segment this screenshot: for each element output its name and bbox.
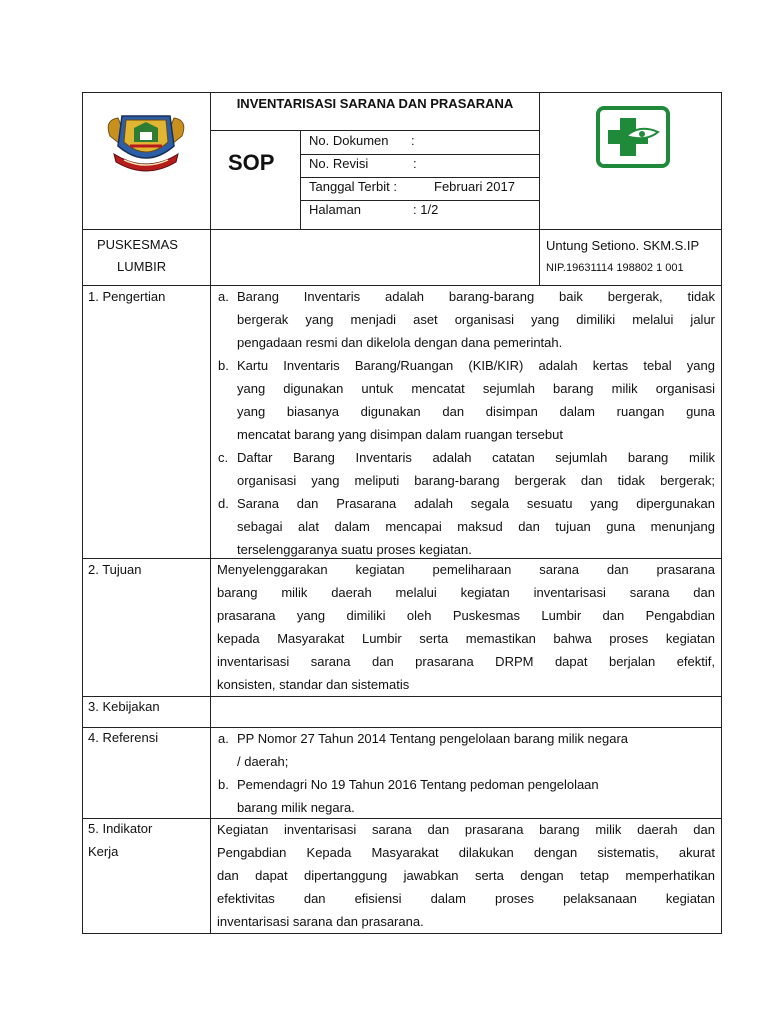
org-name-line2: LUMBIR <box>117 259 167 274</box>
paragraph-line: prasarana yang dimiliki oleh Puskesmas Lumbir dan Pengabdian <box>217 608 715 623</box>
list-line: terselenggaranya suatu proses kegiatan. <box>237 542 472 557</box>
table-border-sign-left <box>539 229 540 286</box>
paragraph-line: barang milik daerah melalui kegiatan inventarisasi sarana dan <box>217 585 715 600</box>
signer-name: Untung Setiono. SKM.S.IP <box>546 238 700 253</box>
paragraph-line: inventarisasi sarana dan prasarana. <box>217 914 424 929</box>
list-line: yang digunakan untuk mencatat sejumlah barang milik organisasi <box>237 381 715 396</box>
table-border-top <box>82 92 722 93</box>
list-marker: b. <box>218 358 229 373</box>
doc-field-divider-3 <box>300 200 540 201</box>
doc-field-divider-2 <box>300 177 540 178</box>
paragraph-line: Menyelenggarakan kegiatan pemeliharaan sarana dan prasarana <box>217 562 715 577</box>
paragraph-line: dan dapat dipertanggung jawabkan serta dengan tetap memperhatikan <box>217 868 715 883</box>
list-line: sebagai alat dalam mencapai maksud dan tujuan guna menunjang <box>237 519 715 534</box>
table-border-header-bottom <box>82 229 722 230</box>
page-value: : 1/2 <box>413 202 439 217</box>
issue-date-label: Tanggal Terbit : <box>309 179 397 194</box>
page-label: Halaman <box>309 202 362 217</box>
list-line: yang biasanya digunakan dan disimpan dalam ruangan guna <box>237 404 715 419</box>
table-border-sop-right <box>300 130 301 230</box>
list-line: Barang Inventaris adalah barang-barang baik bergerak, tidak <box>237 289 715 304</box>
doc-number-value: : <box>411 133 415 148</box>
list-line: pengadaan resmi dan dikelola dengan dana pemerintah. <box>237 335 563 350</box>
section-label-tujuan: 2. Tujuan <box>88 562 142 577</box>
section-label-kebijakan: 3. Kebijakan <box>88 699 160 714</box>
list-line: barang milik negara. <box>237 800 355 815</box>
list-marker: c. <box>218 450 229 465</box>
table-border-left <box>82 92 83 934</box>
paragraph-line: konsisten, standar dan sistematis <box>217 677 410 692</box>
table-border-row2-bottom <box>82 696 722 697</box>
table-border-right <box>721 92 722 934</box>
sop-label: SOP <box>228 150 275 175</box>
list-line: / daerah; <box>237 754 289 769</box>
list-line: PP Nomor 27 Tahun 2014 Tentang pengelolaan barang milik negara <box>237 731 629 746</box>
table-border-logo-right <box>539 92 540 230</box>
section-label-referensi: 4. Referensi <box>88 730 159 745</box>
list-marker: b. <box>218 777 229 792</box>
paragraph-line: Pengabdian Kepada Masyarakat dilakukan dengan sistematis, akurat <box>217 845 715 860</box>
puskesmas-logo <box>596 106 670 168</box>
revision-value: : <box>413 156 417 171</box>
list-line: Pemendagri No 19 Tahun 2016 Tentang pedoman pengelolaan <box>237 777 599 792</box>
header-title-divider <box>210 130 540 131</box>
list-line: organisasi yang meliputi barang-barang bergerak dan tidak bergerak; <box>237 473 715 488</box>
list-marker: a. <box>218 289 229 304</box>
list-line: Kartu Inventaris Barang/Ruangan (KIB/KIR) adalah kertas tebal yang <box>237 358 715 373</box>
document-title: INVENTARISASI SARANA DAN PRASARANA <box>236 96 514 111</box>
table-border-bottom <box>82 933 722 934</box>
paragraph-line: kepada Masyarakat Lumbir serta memastikan bahwa proses kegiatan <box>217 631 715 646</box>
list-line: mencatat barang yang disimpan dalam ruangan tersebut <box>237 427 563 442</box>
paragraph-line: inventarisasi sarana dan prasarana DRPM dapat berjalan efektif, <box>217 654 715 669</box>
section-label-indikator-line1: 5. Indikator <box>88 821 153 836</box>
revision-label: No. Revisi <box>309 156 369 171</box>
paragraph-line: Kegiatan inventarisasi sarana dan prasarana barang milik daerah dan <box>217 822 715 837</box>
list-marker: a. <box>218 731 229 746</box>
doc-field-divider-1 <box>300 154 540 155</box>
section-label-pengertian: 1. Pengertian <box>88 289 166 304</box>
doc-number-label: No. Dokumen <box>309 133 389 148</box>
signer-nip: NIP.19631114 198802 1 001 <box>546 262 684 274</box>
regency-emblem-logo <box>100 108 192 178</box>
table-border-label-col <box>210 92 211 934</box>
list-line: Sarana dan Prasarana adalah segala sesuatu yang dipergunakan <box>237 496 715 511</box>
org-name-line1: PUSKESMAS <box>97 237 178 252</box>
issue-date-value: Februari 2017 <box>434 179 515 194</box>
list-line: bergerak yang menjadi aset organisasi yang dimiliki melalui jalur <box>237 312 715 327</box>
section-label-indikator-line2: Kerja <box>88 844 119 859</box>
list-line: Daftar Barang Inventaris adalah catatan sejumlah barang milik <box>237 450 715 465</box>
list-marker: d. <box>218 496 229 511</box>
paragraph-line: efektivitas dan efisiensi dalam proses pelaksanaan kegiatan <box>217 891 715 906</box>
